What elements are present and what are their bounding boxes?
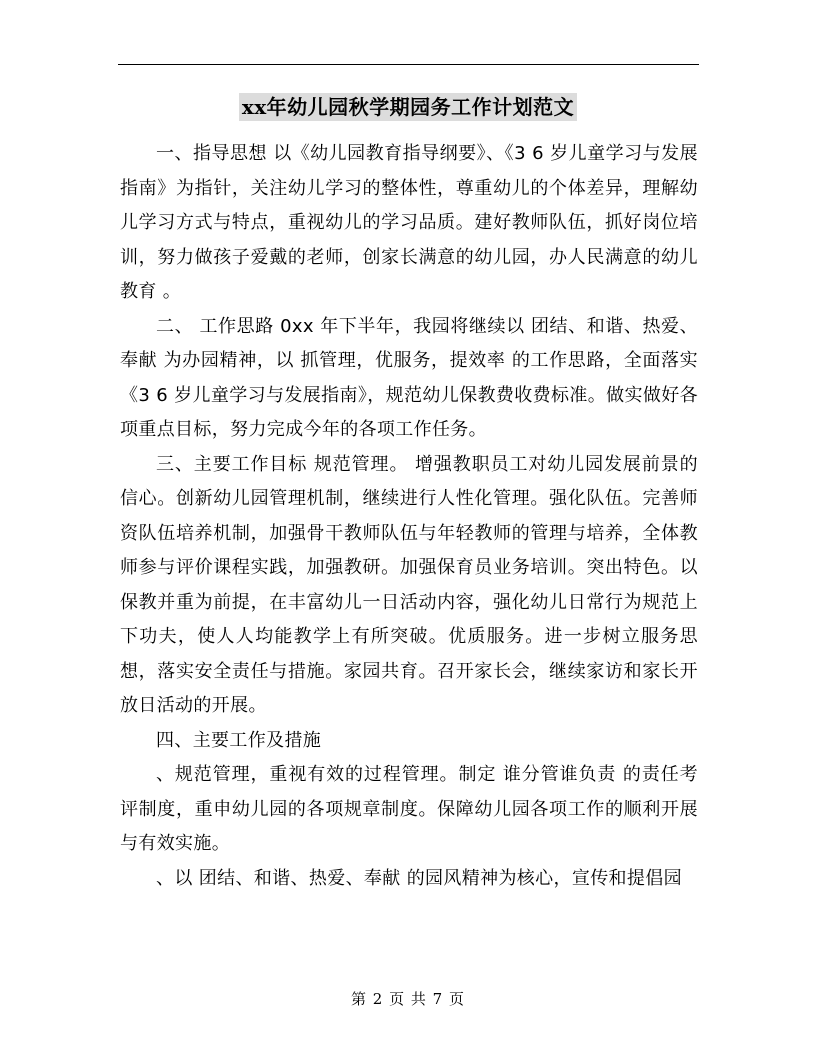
page-footer: 第 2 页 共 7 页 xyxy=(351,990,465,1008)
paragraph-campus-spirit: 、以 团结、和谐、热爱、奉献 的园风精神为核心，宣传和提倡园 xyxy=(156,867,682,889)
document-title: xx年幼儿园秋学期园务工作计划范文 xyxy=(239,93,577,121)
header-rule xyxy=(118,64,699,65)
section-heading-measures: 四、主要工作及措施 xyxy=(156,729,322,751)
document-body xyxy=(120,137,698,896)
paragraph-work-approach: 二、 工作思路 0xx 年下半年，我园将继续以 团结、和谐、热爱、奉献 为办园精神，以 抓管理，优服务，提效率 的工作思路，全面落实《3 6 岁儿童学习与发展指南》，规范幼儿保教费收费标准。做实做好各项重点目标，努力完成今年的各项工作任务。 xyxy=(120,315,698,440)
paragraph-standard-management: 、规范管理，重视有效的过程管理。制定 谁分管谁负责 的责任考评制度，重申幼儿园的各项规章制度。保障幼儿园各项工作的顺利开展与有效实施。 xyxy=(120,764,698,854)
paragraph-main-goals: 三、主要工作目标 规范管理。 增强教职员工对幼儿园发展前景的信心。创新幼儿园管理机制，继续进行人性化管理。强化队伍。完善师资队伍培养机制，加强骨干教师队伍与年轻教师的管理与培养，全体教师参与评价课程实践，加强教研。加强保育员业务培训。突出特色。以保教并重为前提，在丰富幼儿一日活动内容，强化幼儿日常行为规范上下功夫，使人人均能教学上有所突破。优质服务。进一步树立服务思想，落实安全责任与措施。家园共育。召开家长会，继续家访和家长开放日活动的开展。 xyxy=(120,453,698,716)
paragraph-guiding-ideology: 一、指导思想 以《幼儿园教育指导纲要》、《3 6 岁儿童学习与发展指南》为指针，关注幼儿学习的整体性，尊重幼儿的个体差异，理解幼儿学习方式与特点，重视幼儿的学习品质。建好教师队伍，抓好岗位培训，努力做孩子爱戴的老师，创家长满意的幼儿园，办人民满意的幼儿教育 。 xyxy=(120,143,698,302)
title-container xyxy=(0,93,816,121)
